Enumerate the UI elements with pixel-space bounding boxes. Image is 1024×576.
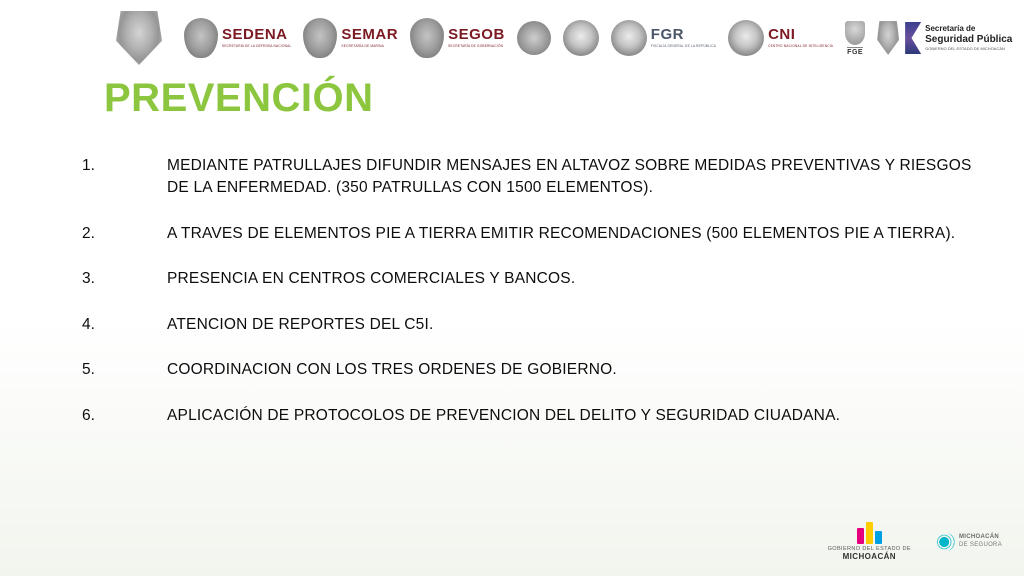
ssp-label-line1: Secretaría de bbox=[925, 23, 976, 33]
signal-waves-icon bbox=[937, 533, 955, 551]
list-item-text: A TRAVES DE ELEMENTOS PIE A TIERRA EMITIR RECOMENDACIONES (500 ELEMENTOS PIE A TIERRA). bbox=[167, 224, 956, 242]
logo-secretaria-seguridad-publica bbox=[871, 9, 1018, 67]
michoacan-bars-icon bbox=[857, 522, 882, 544]
list-item-number: 4. bbox=[82, 315, 95, 333]
gobierno-de-mexico-icon bbox=[563, 20, 599, 56]
semar-label: SEMAR bbox=[341, 26, 399, 44]
sedena-sublabel: SECRETARÍA DE LA DEFENSA NACIONAL bbox=[222, 44, 292, 49]
fgr-sublabel: FISCALÍA GENERAL DE LA REPÚBLICA bbox=[650, 44, 717, 49]
cni-seal-icon bbox=[728, 20, 764, 56]
list-item-text: ATENCION DE REPORTES DEL C5I. bbox=[167, 315, 434, 333]
footer-michoacan-line2: MICHOACÁN bbox=[842, 552, 896, 562]
list-item bbox=[82, 155, 992, 200]
header-logo-strip bbox=[110, 8, 1018, 68]
sedena-seal-icon bbox=[184, 18, 218, 58]
fgr-label: FGR bbox=[650, 26, 684, 44]
list-item-text: COORDINACION CON LOS TRES ORDENES DE GOBIERNO. bbox=[167, 361, 617, 379]
escudo-michoacan-icon bbox=[116, 11, 162, 65]
logo-gobierno-de-mexico bbox=[557, 9, 605, 67]
footer-michoacan-line1: GOBIERNO DEL ESTADO DE bbox=[827, 545, 911, 552]
logo-escudo-michoacan bbox=[110, 9, 178, 67]
list-item bbox=[82, 359, 992, 381]
logo-cni bbox=[722, 9, 839, 67]
prevention-list bbox=[82, 155, 992, 450]
segob-seal-icon bbox=[410, 18, 444, 58]
footer-logo-michoacan bbox=[828, 522, 911, 562]
logo-fge bbox=[839, 9, 871, 67]
list-item-number: 1. bbox=[82, 157, 95, 174]
cni-sublabel: CENTRO NACIONAL DE INTELIGENCIA bbox=[768, 44, 834, 49]
cni-label: CNI bbox=[768, 26, 796, 44]
footer-seguridad-line1: MICHOACÁN bbox=[958, 534, 1000, 541]
list-item-text: PRESENCIA EN CENTROS COMERCIALES Y BANCOS. bbox=[167, 270, 576, 288]
list-item bbox=[82, 223, 992, 245]
list-item bbox=[82, 268, 992, 290]
list-item-text: MEDIANTE PATRULLAJES DIFUNDIR MENSAJES EN ALTAVOZ SOBRE MEDIDAS PREVENTIVAS Y RIESGOS DE LA ENFERMEDAD. (350 PATRULLAS CON 1500 ELEMENTOS). bbox=[167, 157, 972, 197]
logo-sedena bbox=[178, 9, 297, 67]
guardia-nacional-icon bbox=[517, 21, 551, 55]
list-item bbox=[82, 314, 992, 336]
ssp-crest-icon bbox=[877, 21, 899, 55]
list-item-number: 5. bbox=[82, 361, 95, 379]
list-item-text: APLICACIÓN DE PROTOCOLOS DE PREVENCION DEL DELITO Y SEGURIDAD CIUADANA. bbox=[167, 406, 841, 424]
fge-label: FGE bbox=[847, 48, 864, 56]
ssp-label-line2: Seguridad Pública bbox=[925, 33, 1013, 45]
page-title: PREVENCIÓN bbox=[104, 76, 374, 120]
sedena-label: SEDENA bbox=[222, 26, 288, 44]
list-item-number: 2. bbox=[82, 224, 95, 242]
ssp-mark-icon bbox=[905, 22, 921, 54]
footer-seguridad-line2: DE SEGUORA bbox=[958, 541, 1002, 548]
logo-fgr bbox=[605, 9, 722, 67]
logo-semar bbox=[297, 9, 404, 67]
list-item-number: 3. bbox=[82, 270, 95, 288]
fge-shield-icon bbox=[845, 21, 865, 45]
footer-logo-seguridad bbox=[937, 533, 1002, 551]
list-item-number: 6. bbox=[82, 406, 95, 424]
footer-logo-group bbox=[828, 522, 1002, 562]
list-item bbox=[82, 405, 992, 427]
segob-sublabel: SECRETARÍA DE GOBERNACIÓN bbox=[448, 44, 504, 49]
logo-segob bbox=[404, 9, 511, 67]
ssp-sublabel: GOBIERNO DEL ESTADO DE MICHOACÁN bbox=[925, 45, 1005, 51]
semar-sublabel: SECRETARÍA DE MARINA bbox=[341, 44, 384, 49]
segob-label: SEGOB bbox=[448, 26, 505, 44]
semar-seal-icon bbox=[303, 18, 337, 58]
fgr-seal-icon bbox=[611, 20, 647, 56]
logo-guardia-nacional bbox=[511, 9, 557, 67]
